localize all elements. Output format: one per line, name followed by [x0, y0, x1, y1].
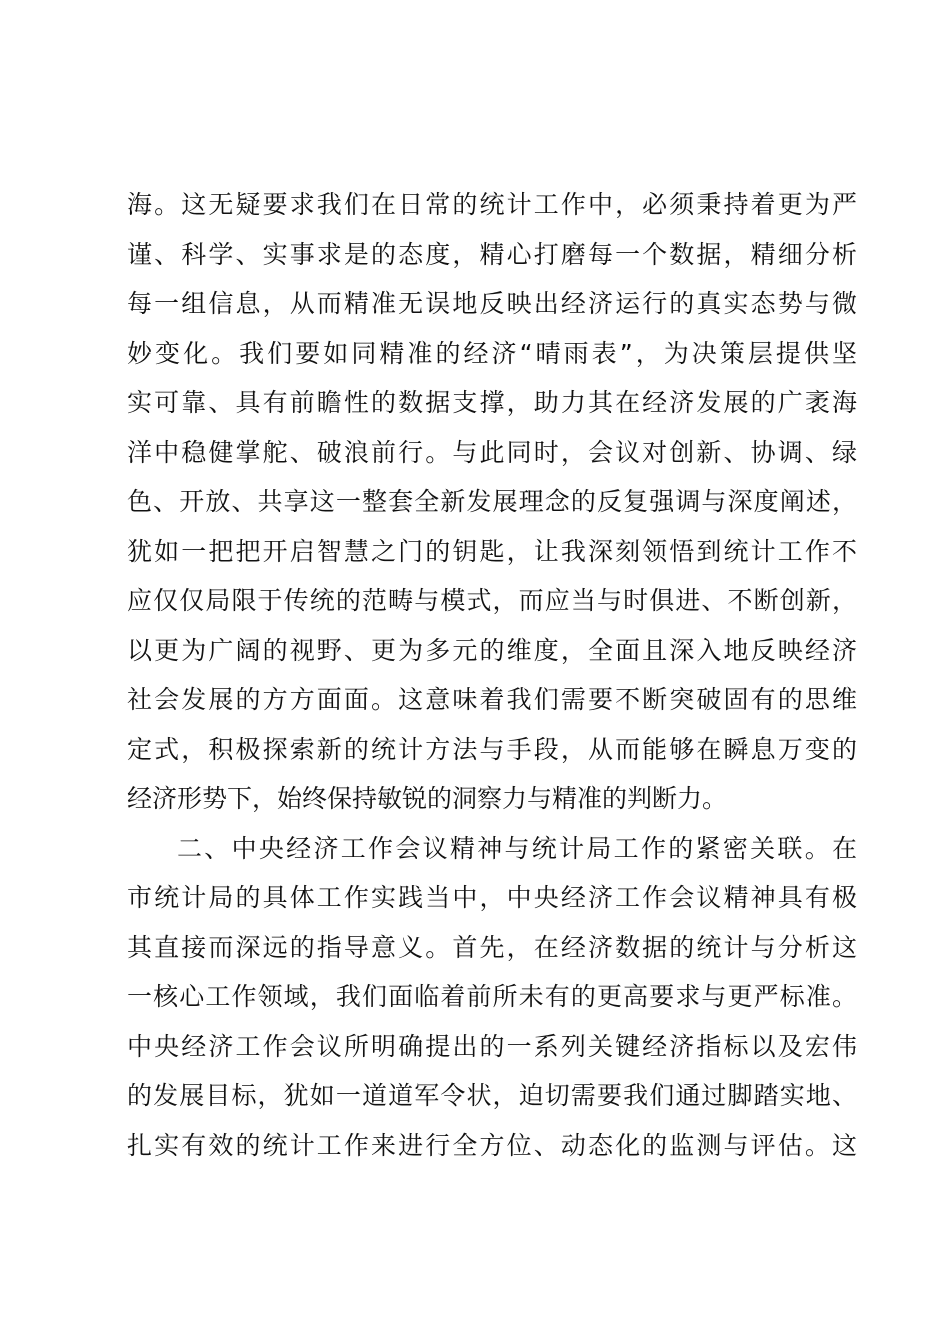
text-line: 市统计局的具体工作实践当中，中央经济工作会议精神具有极	[127, 883, 857, 912]
text-line: 中央经济工作会议所明确提出的一系列关键经济指标以及宏伟	[127, 1031, 857, 1061]
text-line: 妙变化。我们要如同精准的经济“晴雨表”，为决策层提供坚	[127, 338, 857, 368]
text-line-first: 二、中央经济工作会议精神与统计局工作的紧密关联。在	[177, 833, 857, 863]
text-line: 以更为广阔的视野、更为多元的维度，全面且深入地反映经济	[127, 635, 857, 665]
text-line: 扎实有效的统计工作来进行全方位、动态化的监测与评估。这	[127, 1130, 857, 1160]
text-line: 一核心工作领域，我们面临着前所未有的更高要求与更严标准。	[127, 982, 857, 1011]
body-text	[127, 180, 857, 1170]
text-line: 谨、科学、实事求是的态度，精心打磨每一个数据，精细分析	[127, 239, 857, 269]
text-line: 色、开放、共享这一整套全新发展理念的反复强调与深度阐述，	[127, 487, 857, 516]
text-line: 每一组信息，从而精准无误地反映出经济运行的真实态势与微	[127, 289, 857, 318]
text-line: 洋中稳健掌舵、破浪前行。与此同时，会议对创新、协调、绿	[127, 437, 857, 467]
paragraph-2	[127, 824, 857, 1171]
text-line: 定式，积极探索新的统计方法与手段，从而能够在瞬息万变的	[127, 734, 857, 764]
text-line: 其直接而深远的指导意义。首先，在经济数据的统计与分析这	[127, 932, 857, 962]
text-line: 实可靠、具有前瞻性的数据支撑，助力其在经济发展的广袤海	[127, 388, 857, 417]
text-line: 犹如一把把开启智慧之门的钥匙，让我深刻领悟到统计工作不	[127, 536, 857, 566]
text-line: 社会发展的方方面面。这意味着我们需要不断突破固有的思维	[127, 685, 857, 714]
text-line: 海。这无疑要求我们在日常的统计工作中，必须秉持着更为严	[127, 190, 857, 219]
text-line: 的发展目标，犹如一道道军令状，迫切需要我们通过脚踏实地、	[127, 1081, 857, 1110]
text-line: 应仅仅局限于传统的范畴与模式，而应当与时俱进、不断创新，	[127, 586, 857, 615]
text-line-last: 经济形势下，始终保持敏锐的洞察力与精准的判断力。	[127, 784, 728, 813]
paragraph-1	[127, 180, 857, 824]
